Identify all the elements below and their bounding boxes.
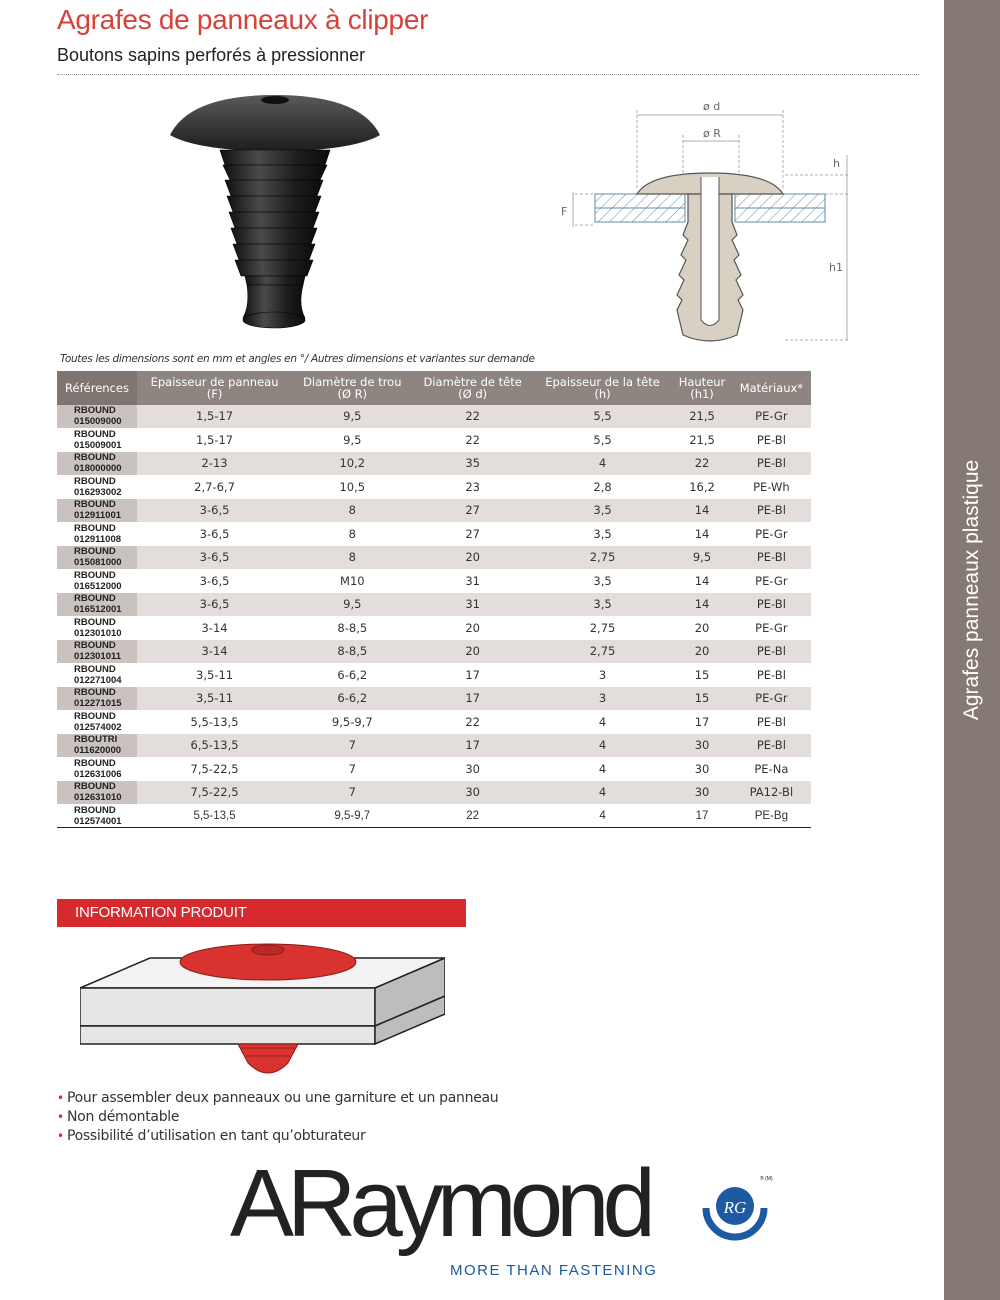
table-row [57, 569, 811, 593]
specs-table [57, 371, 811, 828]
cell-mat: PE-Gr [732, 405, 811, 428]
col-header-panel-thickness: Epaisseur de panneau (F) [137, 371, 292, 405]
cell-d: 20 [413, 640, 533, 664]
reference-cell: RBOUND 012631006 [57, 757, 137, 781]
page-subtitle: Boutons sapins perforés à pressionner [57, 45, 366, 65]
cell-R: 8 [292, 546, 412, 570]
table-row [57, 546, 811, 570]
cell-h: 4 [533, 781, 672, 805]
cell-h: 4 [533, 452, 672, 476]
cell-R: 9,5 [292, 428, 412, 452]
table-row [57, 781, 811, 805]
page-top-artifact [700, 0, 704, 5]
reference-cell: RBOUND 012271004 [57, 663, 137, 687]
cell-h1: 30 [672, 757, 731, 781]
cell-d: 27 [413, 499, 533, 523]
cell-mat: PE-Na [732, 757, 811, 781]
cell-h: 3,5 [533, 522, 672, 546]
cell-F: 3-14 [137, 640, 292, 664]
cell-mat: PE-Bl [732, 663, 811, 687]
table-row [57, 428, 811, 452]
table-row [57, 687, 811, 711]
cell-R: 9,5-9,7 [292, 710, 412, 734]
cell-d: 31 [413, 593, 533, 617]
cell-F: 1,5-17 [137, 405, 292, 428]
rg-emblem-icon [700, 1178, 770, 1248]
logo-tagline: MORE THAN FASTENING [450, 1262, 658, 1279]
cell-F: 3-6,5 [137, 499, 292, 523]
cell-h1: 14 [672, 522, 731, 546]
cell-d: 22 [413, 710, 533, 734]
col-header-height: Hauteur (h1) [672, 371, 731, 405]
cell-d: 22 [413, 405, 533, 428]
cell-h1: 16,2 [672, 475, 731, 499]
cell-F: 3-6,5 [137, 569, 292, 593]
cell-mat: PE-Bl [732, 734, 811, 758]
table-row [57, 804, 811, 828]
cell-F: 3-6,5 [137, 593, 292, 617]
table-header-row [57, 371, 811, 405]
cell-d: 22 [413, 804, 533, 828]
reference-cell: RBOUND 012301011 [57, 640, 137, 664]
cell-F: 5,5-13,5 [137, 804, 292, 828]
araymond-logo [230, 1150, 775, 1258]
cell-h: 2,75 [533, 616, 672, 640]
cell-F: 1,5-17 [137, 428, 292, 452]
registered-mark: ® (M) [760, 1176, 773, 1182]
reference-cell: RBOUND 018000000 [57, 452, 137, 476]
reference-cell: RBOUTRI 011620000 [57, 734, 137, 758]
table-row [57, 757, 811, 781]
dim-h-label: h [833, 157, 840, 170]
logo-wordmark: ARaymond [230, 1150, 649, 1257]
cell-h1: 9,5 [672, 546, 731, 570]
cell-d: 22 [413, 428, 533, 452]
cell-F: 3-6,5 [137, 546, 292, 570]
reference-cell: RBOUND 012911001 [57, 499, 137, 523]
cell-h1: 17 [672, 804, 731, 828]
reference-cell: RBOUND 016512000 [57, 569, 137, 593]
product-photo [165, 90, 385, 340]
cell-mat: PE-Bg [732, 804, 811, 828]
cell-d: 27 [413, 522, 533, 546]
reference-cell: RBOUND 015081000 [57, 546, 137, 570]
cell-h1: 14 [672, 499, 731, 523]
dim-R-label: ø R [703, 127, 721, 140]
table-row [57, 734, 811, 758]
cell-h: 2,8 [533, 475, 672, 499]
svg-text:RG: RG [723, 1198, 747, 1217]
dim-d-label: ø d [703, 100, 721, 113]
cell-d: 30 [413, 781, 533, 805]
col-header-head-diameter: Diamètre de tête (Ø d) [413, 371, 533, 405]
list-item: • Possibilité d’utilisation en tant qu’obturateur [57, 1128, 366, 1144]
cell-h: 3,5 [533, 499, 672, 523]
cell-h1: 14 [672, 569, 731, 593]
technical-drawing [555, 95, 865, 350]
cell-h: 3,5 [533, 593, 672, 617]
cell-h1: 17 [672, 710, 731, 734]
cell-F: 2,7-6,7 [137, 475, 292, 499]
reference-cell: RBOUND 012631010 [57, 781, 137, 805]
cell-R: 8-8,5 [292, 616, 412, 640]
info-section-title: INFORMATION PRODUIT [57, 899, 466, 927]
cell-h: 5,5 [533, 405, 672, 428]
cell-mat: PE-Gr [732, 687, 811, 711]
col-header-material: Matériaux* [732, 371, 811, 405]
cell-mat: PE-Wh [732, 475, 811, 499]
list-item: • Non démontable [57, 1109, 180, 1125]
cell-mat: PA12-Bl [732, 781, 811, 805]
cell-F: 2-13 [137, 452, 292, 476]
cell-F: 6,5-13,5 [137, 734, 292, 758]
table-row [57, 640, 811, 664]
cell-h1: 21,5 [672, 405, 731, 428]
dim-h1-label: h1 [829, 261, 843, 274]
dim-F-label: F [561, 205, 568, 218]
cell-R: 6-6,2 [292, 663, 412, 687]
reference-cell: RBOUND 012301010 [57, 616, 137, 640]
dimensions-note: Toutes les dimensions sont en mm et angles en °/ Autres dimensions et variantes sur demande [60, 353, 535, 365]
cell-R: 10,2 [292, 452, 412, 476]
cell-h: 4 [533, 734, 672, 758]
cell-F: 3,5-11 [137, 687, 292, 711]
table-row [57, 616, 811, 640]
cell-F: 3,5-11 [137, 663, 292, 687]
cell-R: 8 [292, 499, 412, 523]
cell-F: 7,5-22,5 [137, 781, 292, 805]
assembly-illustration [80, 938, 445, 1080]
cell-h: 2,75 [533, 640, 672, 664]
cell-d: 31 [413, 569, 533, 593]
cell-R: 7 [292, 781, 412, 805]
cell-h: 4 [533, 710, 672, 734]
cell-mat: PE-Bl [732, 710, 811, 734]
dotted-divider [57, 74, 919, 75]
cell-h1: 20 [672, 616, 731, 640]
cell-h: 5,5 [533, 428, 672, 452]
cell-d: 30 [413, 757, 533, 781]
cell-R: 7 [292, 757, 412, 781]
col-header-head-thickness: Epaisseur de la tête (h) [533, 371, 672, 405]
cell-h1: 14 [672, 593, 731, 617]
cell-h1: 22 [672, 452, 731, 476]
cell-h: 3 [533, 663, 672, 687]
cell-d: 17 [413, 734, 533, 758]
cell-mat: PE-Bl [732, 428, 811, 452]
feature-list [57, 1089, 498, 1146]
cell-mat: PE-Gr [732, 569, 811, 593]
cell-R: 8-8,5 [292, 640, 412, 664]
cell-h: 2,75 [533, 546, 672, 570]
cell-h: 4 [533, 757, 672, 781]
cell-R: 9,5 [292, 593, 412, 617]
cell-h1: 30 [672, 781, 731, 805]
cell-R: 7 [292, 734, 412, 758]
reference-cell: RBOUND 012271015 [57, 687, 137, 711]
reference-cell: RBOUND 012574002 [57, 710, 137, 734]
cell-R: 10,5 [292, 475, 412, 499]
cell-h1: 30 [672, 734, 731, 758]
col-header-references: Références [57, 371, 137, 405]
reference-cell: RBOUND 015009001 [57, 428, 137, 452]
cell-mat: PE-Bl [732, 452, 811, 476]
table-row [57, 593, 811, 617]
page-title: Agrafes de panneaux à clipper [57, 4, 429, 35]
cell-d: 20 [413, 546, 533, 570]
reference-cell: RBOUND 016293002 [57, 475, 137, 499]
cell-d: 23 [413, 475, 533, 499]
cell-d: 17 [413, 663, 533, 687]
cell-mat: PE-Bl [732, 499, 811, 523]
list-item: • Pour assembler deux panneaux ou une garniture et un panneau [57, 1090, 499, 1106]
cell-R: 8 [292, 522, 412, 546]
cell-d: 17 [413, 687, 533, 711]
table-row [57, 475, 811, 499]
cell-mat: PE-Gr [732, 522, 811, 546]
table-row [57, 522, 811, 546]
cell-F: 3-14 [137, 616, 292, 640]
cell-d: 20 [413, 616, 533, 640]
cell-h1: 15 [672, 687, 731, 711]
reference-cell: RBOUND 016512001 [57, 593, 137, 617]
cell-R: 9,5-9,7 [292, 804, 412, 828]
reference-cell: RBOUND 012574001 [57, 804, 137, 828]
cell-mat: PE-Bl [732, 593, 811, 617]
side-tab-label: Agrafes panneaux plastique [960, 459, 983, 721]
cell-h: 3,5 [533, 569, 672, 593]
cell-F: 7,5-22,5 [137, 757, 292, 781]
table-row [57, 710, 811, 734]
cell-mat: PE-Bl [732, 640, 811, 664]
cell-R: M10 [292, 569, 412, 593]
cell-h: 3 [533, 687, 672, 711]
reference-cell: RBOUND 015009000 [57, 405, 137, 428]
cell-R: 6-6,2 [292, 687, 412, 711]
reference-cell: RBOUND 012911008 [57, 522, 137, 546]
table-row [57, 499, 811, 523]
cell-h1: 15 [672, 663, 731, 687]
cell-mat: PE-Bl [732, 546, 811, 570]
cell-mat: PE-Gr [732, 616, 811, 640]
table-row [57, 405, 811, 428]
cell-h: 4 [533, 804, 672, 828]
cell-R: 9,5 [292, 405, 412, 428]
table-row [57, 663, 811, 687]
cell-F: 5,5-13,5 [137, 710, 292, 734]
cell-h1: 21,5 [672, 428, 731, 452]
cell-d: 35 [413, 452, 533, 476]
table-row [57, 452, 811, 476]
cell-h1: 20 [672, 640, 731, 664]
col-header-hole-diameter: Diamètre de trou (Ø R) [292, 371, 412, 405]
cell-F: 3-6,5 [137, 522, 292, 546]
